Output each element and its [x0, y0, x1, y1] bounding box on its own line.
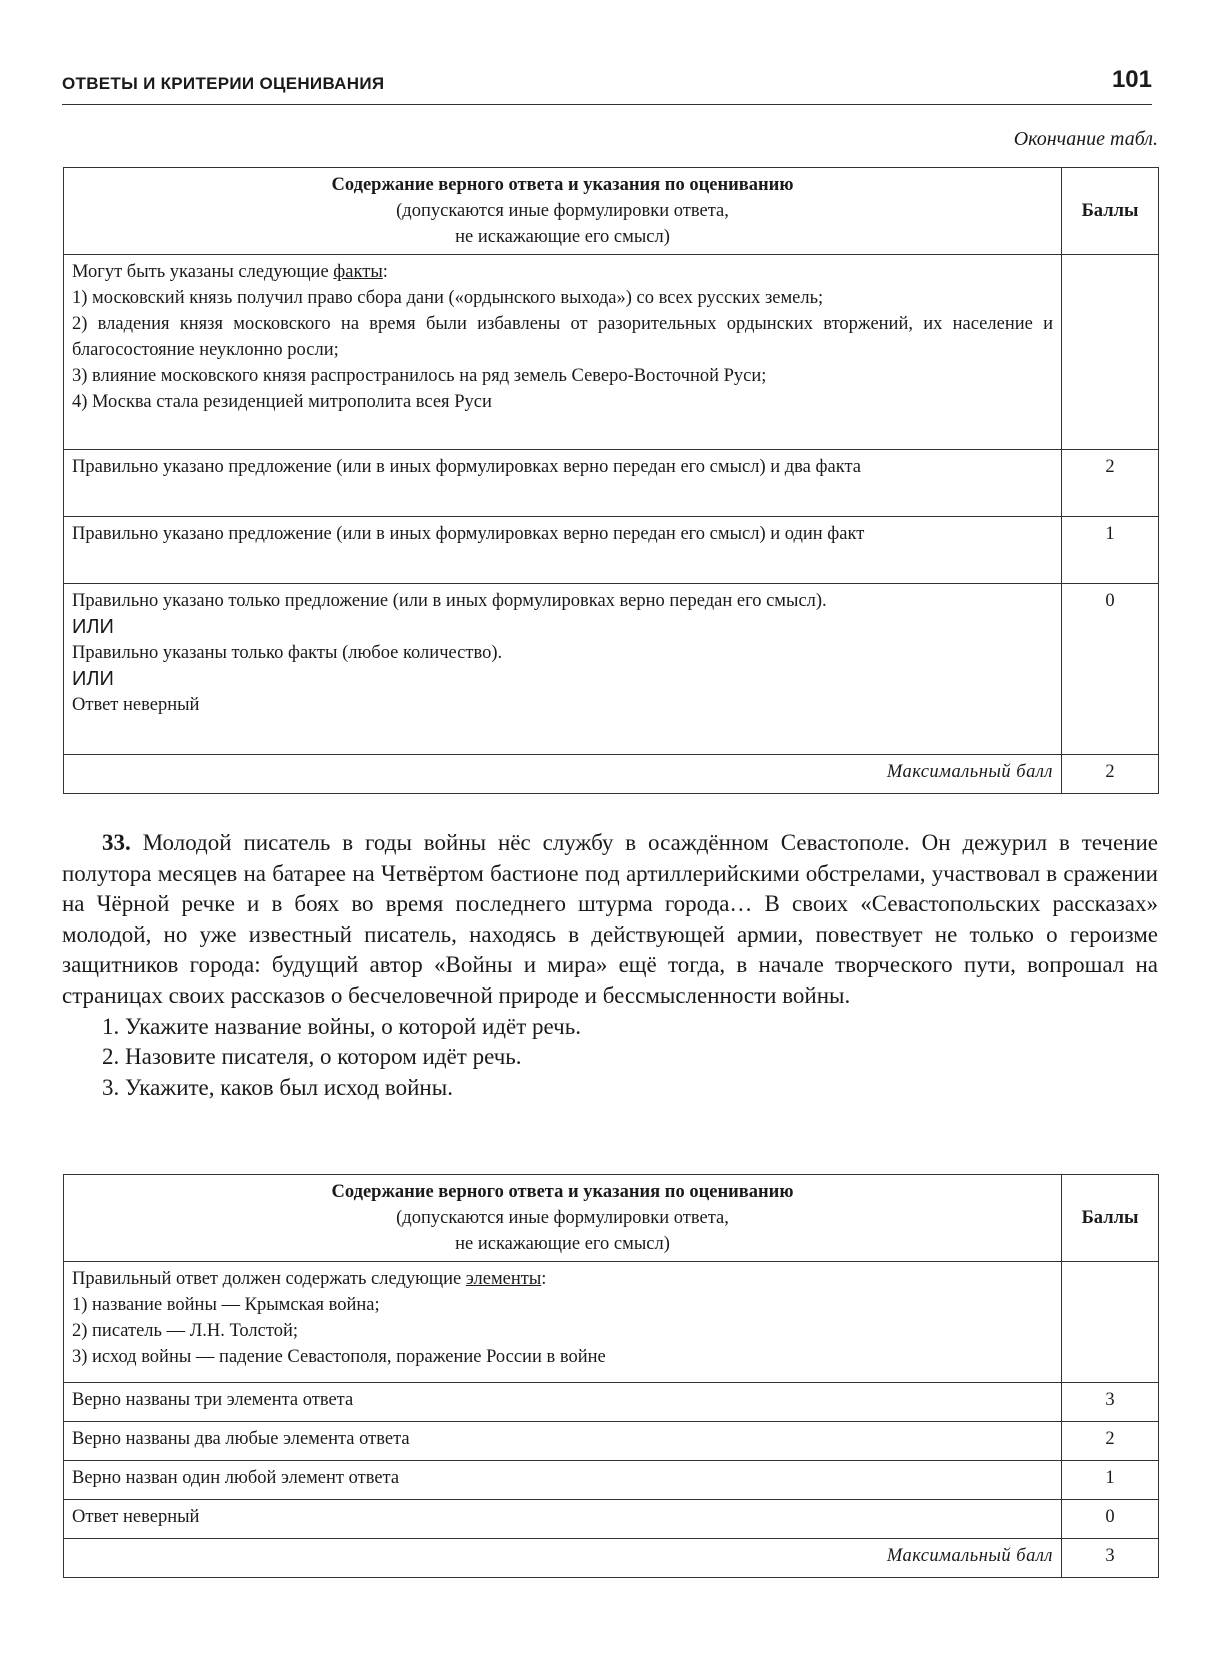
score-column-header: Баллы: [1062, 1175, 1159, 1262]
elements-intro-prefix: Правильный ответ должен содержать следующие: [72, 1269, 466, 1289]
max-score-value: 3: [1062, 1539, 1159, 1578]
task-body: Молодой писатель в годы войны нёс службу в осаждённом Севастополе. Он дежурил в течение полутора месяцев на батарее на Четвёртом бастионе под артиллерийскими обстрелами, участвовал в сражении на Чёрной речке и в боях во время последнего штурма города… В своих «Севастопольских рассказах» молодой, но уже известный писатель, находясь в действующей армии, повествует не только о героизме защитников города: будущий автор «Войны и мира» ещё тогда, в начале творческого пути, вопрошал на страницах своих рассказов о бесчеловечной природе и бессмысленности войны.: [62, 830, 1159, 1008]
max-score-row: [64, 755, 1159, 794]
criterion-row: [64, 450, 1159, 517]
criterion-text: Правильно указано предложение (или в иных формулировках верно передан его смысл) и один факт: [64, 517, 1062, 584]
elements-intro-word: элементы: [465, 1269, 542, 1289]
header-line-3: не искажающие его смысл): [455, 227, 670, 247]
criteria-table-32: [63, 167, 1159, 794]
header-line-1: Содержание верного ответа и указания по оцениванию: [331, 175, 794, 195]
elements-cell: [64, 1262, 1062, 1383]
table-header-row: [64, 1175, 1159, 1262]
zero-line-3: Ответ неверный: [72, 695, 200, 715]
task-text: [62, 828, 1158, 1012]
fact-item: 2) владения князя московского на время были избавлены от разорительных ордынских вторжений, их население и благосостояние неуклонно росли;: [72, 314, 1053, 360]
header-line-1: Содержание верного ответа и указания по оцениванию: [331, 1182, 794, 1202]
fact-item: 1) московский князь получил право сбора дани («ордынского выхода») со всех русских земель;: [72, 288, 824, 308]
criterion-score: 1: [1062, 1461, 1159, 1500]
header-line-2: (допускаются иные формулировки ответа,: [396, 1208, 729, 1228]
facts-intro-prefix: Могут быть указаны следующие: [72, 262, 334, 282]
criterion-text: Ответ неверный: [64, 1500, 1062, 1539]
max-score-label: Максимальный балл: [64, 1539, 1062, 1578]
task-question: 1. Укажите название войны, о которой идёт речь.: [102, 1013, 581, 1039]
task-question: 3. Укажите, каков был исход войны.: [102, 1074, 453, 1100]
max-score-row: [64, 1539, 1159, 1578]
or-label: ИЛИ: [72, 616, 114, 638]
header-line-2: (допускаются иные формулировки ответа,: [396, 201, 729, 221]
zero-line-2: Правильно указаны только факты (любое количество).: [72, 643, 503, 663]
facts-cell: [64, 255, 1062, 450]
facts-intro-suffix: :: [382, 262, 388, 282]
table-header-row: [64, 168, 1159, 255]
criteria-table-33: [63, 1174, 1159, 1578]
task-number: 33.: [102, 830, 131, 855]
criterion-score: 2: [1062, 450, 1159, 517]
page-number: 101: [1111, 66, 1152, 93]
criterion-row: [64, 584, 1159, 755]
elements-intro-suffix: :: [541, 1269, 547, 1289]
criterion-row: [64, 1461, 1159, 1500]
criterion-score: 1: [1062, 517, 1159, 584]
criterion-score: 3: [1062, 1383, 1159, 1422]
task-question: 2. Назовите писателя, о котором идёт речь.: [102, 1044, 522, 1070]
max-score-value: 2: [1062, 755, 1159, 794]
element-item: 1) название войны — Крымская война;: [72, 1295, 380, 1315]
criterion-score: 2: [1062, 1422, 1159, 1461]
criterion-row: [64, 517, 1159, 584]
criterion-row: [64, 1422, 1159, 1461]
criterion-score: 0: [1062, 584, 1159, 755]
score-column-header: Баллы: [1062, 168, 1159, 255]
criterion-text: Верно названы два любые элемента ответа: [64, 1422, 1062, 1461]
criterion-text: Верно названы три элемента ответа: [64, 1383, 1062, 1422]
criterion-row: [64, 1383, 1159, 1422]
header-line-3: не искажающие его смысл): [455, 1234, 670, 1254]
facts-row: [64, 255, 1159, 450]
facts-intro-word: факты: [333, 262, 383, 282]
section-title: ОТВЕТЫ И КРИТЕРИИ ОЦЕНИВАНИЯ: [62, 74, 385, 93]
content-column-header: [64, 168, 1062, 255]
content-column-header: [64, 1175, 1062, 1262]
max-score-label: Максимальный балл: [64, 755, 1062, 794]
elements-row: [64, 1262, 1159, 1383]
fact-item: 3) влияние московского князя распространилось на ряд земель Северо-Восточной Руси;: [72, 366, 767, 386]
zero-line-1: Правильно указано только предложение (или в иных формулировках верно передан его смысл).: [72, 591, 827, 611]
element-item: 2) писатель — Л.Н. Толстой;: [72, 1321, 298, 1341]
fact-item: 4) Москва стала резиденцией митрополита всея Руси: [72, 392, 492, 412]
criterion-text-zero: [64, 584, 1062, 755]
score-cell-empty: [1062, 1262, 1159, 1383]
criterion-row: [64, 1500, 1159, 1539]
task-33: [62, 828, 1158, 1103]
criterion-text: Верно назван один любой элемент ответа: [64, 1461, 1062, 1500]
criterion-text: Правильно указано предложение (или в иных формулировках верно передан его смысл) и два факта: [64, 450, 1062, 517]
criterion-score: 0: [1062, 1500, 1159, 1539]
or-label: ИЛИ: [72, 668, 114, 690]
table-continuation-note: Окончание табл.: [1013, 128, 1158, 150]
element-item: 3) исход войны — падение Севастополя, поражение России в войне: [72, 1347, 606, 1367]
facts-intro: [72, 259, 1053, 285]
elements-intro: [72, 1266, 1053, 1292]
running-head: [62, 62, 1152, 105]
score-cell-empty: [1062, 255, 1159, 450]
